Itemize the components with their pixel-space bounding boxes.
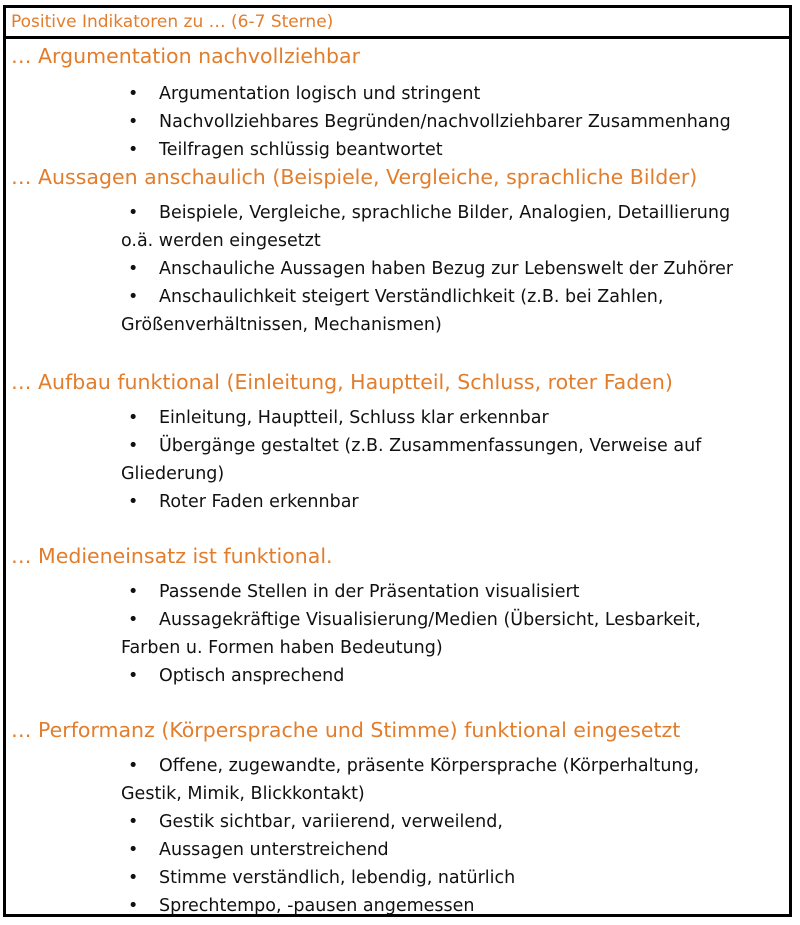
list-item: [124, 109, 783, 136]
section-title: … Aufbau funktional (Einleitung, Hauptteil, Schluss, roter Faden): [11, 370, 673, 394]
item-text: Gestik sichtbar, variierend, verweilend,: [159, 812, 503, 832]
list-item-continuation: o.ä. werden eingesetzt: [121, 231, 321, 251]
item-text: Passende Stellen in der Präsentation visualisiert: [159, 582, 580, 602]
list-item: [124, 433, 783, 460]
bullet-icon: •: [128, 666, 139, 686]
bullet-icon: •: [128, 868, 139, 888]
item-text: Aussagen unterstreichend: [159, 840, 389, 860]
bullet-icon: •: [128, 840, 139, 860]
bullet-icon: •: [128, 896, 139, 916]
item-text: Optisch ansprechend: [159, 666, 345, 686]
bullet-icon: •: [128, 112, 139, 132]
list-item: [124, 137, 783, 164]
item-text: Aussagekräftige Visualisierung/Medien (Übersicht, Lesbarkeit,: [159, 610, 701, 630]
bullet-icon: •: [128, 492, 139, 512]
item-text: Argumentation logisch und stringent: [159, 84, 481, 104]
section-title: … Argumentation nachvollziehbar: [11, 44, 361, 68]
item-text: Sprechtempo, -pausen angemessen: [159, 896, 475, 916]
bullet-icon: •: [128, 203, 139, 223]
list-item: [124, 284, 783, 311]
section-title: … Medieneinsatz ist funktional.: [11, 544, 333, 568]
bullet-icon: •: [128, 812, 139, 832]
bullet-icon: •: [128, 408, 139, 428]
item-text: Anschaulichkeit steigert Verständlichkeit (z.B. bei Zahlen,: [159, 287, 664, 307]
list-item: [124, 81, 783, 108]
list-item: [124, 489, 783, 516]
list-item-continuation: Farben u. Formen haben Bedeutung): [121, 638, 443, 658]
bullet-icon: •: [128, 582, 139, 602]
item-text: Teilfragen schlüssig beantwortet: [159, 140, 443, 160]
bullet-icon: •: [128, 756, 139, 776]
list-item-continuation: Gestik, Mimik, Blickkontakt): [121, 784, 365, 804]
list-item-continuation: Größenverhältnissen, Mechanismen): [121, 315, 442, 335]
bullet-icon: •: [128, 259, 139, 279]
bullet-icon: •: [128, 610, 139, 630]
list-item: [124, 753, 783, 780]
item-text: Einleitung, Hauptteil, Schluss klar erkennbar: [159, 408, 549, 428]
list-item: [124, 579, 783, 606]
list-item: [124, 607, 783, 634]
list-item: [124, 865, 783, 892]
bullet-icon: •: [128, 436, 139, 456]
item-text: Anschauliche Aussagen haben Bezug zur Lebenswelt der Zuhörer: [159, 259, 734, 279]
list-item: [124, 405, 783, 432]
list-item: [124, 200, 783, 227]
list-item-continuation: Gliederung): [121, 464, 225, 484]
section-title: … Aussagen anschaulich (Beispiele, Vergleiche, sprachliche Bilder): [11, 165, 698, 189]
list-item: [124, 256, 783, 283]
bullet-icon: •: [128, 287, 139, 307]
criteria-box: [3, 5, 792, 917]
list-item: [124, 663, 783, 690]
item-text: Übergänge gestaltet (z.B. Zusammenfassungen, Verweise auf: [159, 436, 702, 456]
list-item: [124, 837, 783, 864]
item-text: Stimme verständlich, lebendig, natürlich: [159, 868, 516, 888]
bullet-icon: •: [128, 84, 139, 104]
item-text: Offene, zugewandte, präsente Körpersprache (Körperhaltung,: [159, 756, 700, 776]
item-text: Nachvollziehbares Begründen/nachvollziehbarer Zusammenhang: [159, 112, 731, 132]
item-text: Roter Faden erkennbar: [159, 492, 359, 512]
bullet-icon: •: [128, 140, 139, 160]
section-title: … Performanz (Körpersprache und Stimme) funktional eingesetzt: [11, 718, 681, 742]
item-text: Beispiele, Vergleiche, sprachliche Bilder, Analogien, Detaillierung: [159, 203, 731, 223]
list-item: [124, 809, 783, 836]
list-item: [124, 893, 783, 920]
header-title: Positive Indikatoren zu … (6-7 Sterne): [6, 8, 789, 39]
